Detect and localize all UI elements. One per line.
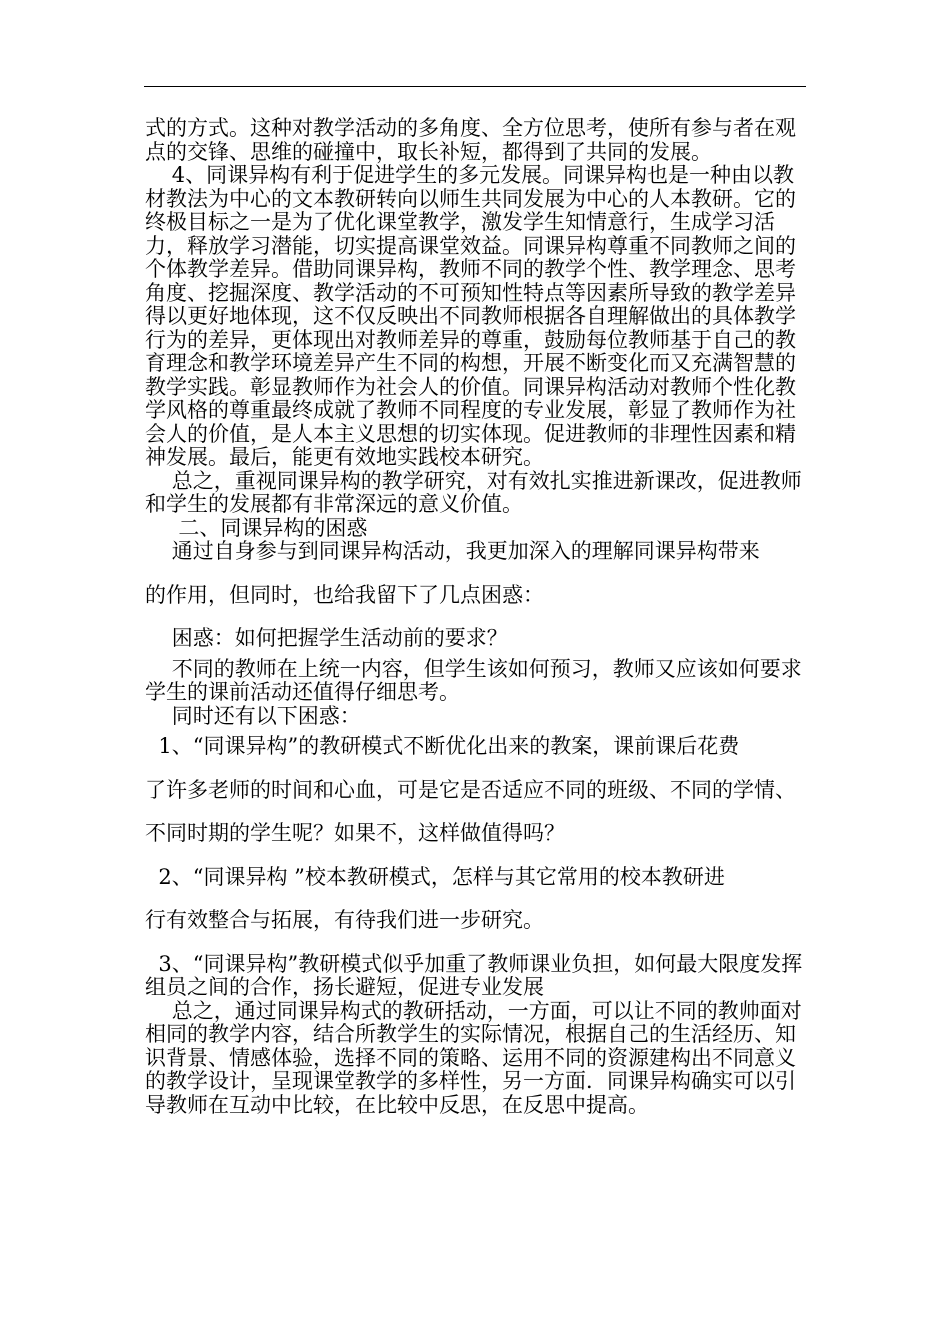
paragraph: 3、“同课异构”教研模式似乎加重了教师课业负担，如何最大限度发挥组员之间的合作，扬长避短，促进专业发展 — [145, 951, 803, 999]
paragraph: 总之，重视同课异构的教学研究，对有效扎实推进新课改，促进教师和学生的发展都有非常深远的意义价值。 — [145, 468, 802, 516]
paragraph: 1、“同课异构”的教研模式不断优化出来的教案，课前课后花费 — [145, 734, 740, 758]
paragraph: 的作用，但同时，也给我留下了几点困惑： — [145, 582, 544, 607]
paragraph: 通过自身参与到同课异构活动，我更加深入的理解同课异构带来 — [145, 539, 760, 563]
paragraph: 同时还有以下困惑： — [145, 703, 361, 728]
document-body — [145, 117, 809, 1117]
paragraph: 困惑：如何把握学生活动前的要求？ — [145, 626, 508, 650]
paragraph: 不同的教师在上统一内容，但学生该如何预习，教师又应该如何要求学生的课前活动还值得仔细思考。 — [145, 656, 802, 704]
paragraph: 了许多老师的时间和心血，可是它是否适应不同的班级、不同的学情、 — [145, 777, 796, 802]
header-rule — [144, 86, 806, 87]
section-heading: 二、同课异构的困惑 — [145, 515, 368, 540]
paragraph: 行有效整合与拓展，有待我们进一步研究。 — [145, 908, 544, 932]
paragraph: 总之，通过同课异构式的教研括动，一方面，可以让不同的教帅面对相同的教学内容，结合所教学生的实际情况，根据自己的生活经历、知识背景、情感体验，选择不同的策略、运用不同的资源建构出不同意义的教学设计，呈现课堂教学的多样性，另一方面．同课异构确实可以引导教师在互动中比较，在比较中反思，在反思中提高。 — [145, 998, 802, 1117]
paragraph: 式的方式。这种对教学活动的多角度、全方位思考，使所有参与者在观点的交锋、思维的碰撞中，取长补短，都得到了共同的发展。 — [145, 116, 796, 164]
paragraph: 不同时期的学生呢？如果不，这样做值得吗？ — [145, 821, 565, 845]
paragraph: 4、同课异构有利于促进学生的多元发展。同课异构也是一种由以教材教法为中心的文本教研转向以师生共同发展为中心的人本教研。它的终极目标之一是为了优化课堂教学，激发学生知情意行，生成学习活力，释放学习潜能，切实提高课堂效益。同课异构尊重不同教师之间的个体教学差异。借助同课异构，教师不同的教学个性、教学理念、思考角度、挖掘深度、教学活动的不可预知性特点等因素所导致的教学差异得以更好地体现，这不仅反映出不同教师根据各自理解做出的具体教学行为的差异，更体现出对教师差异的尊重，鼓励每位教师基于自己的教育理念和教学环境差异产生不同的构想，开展不断变化而又充满智慧的教学实践。彰显教师作为社会人的价值。同课异构活动对教师个性化教学风格的尊重最终成就了教师不同程度的专业发展，彰显了教师作为社会人的价值，是人本主义思想的切实体现。促进教师的非理性因素和精神发展。最后，能更有效地实践校本研究。 — [145, 163, 796, 469]
paragraph: 2、“同课异构 ”校本教研模式，怎样与其它常用的校本教研进 — [145, 864, 725, 889]
